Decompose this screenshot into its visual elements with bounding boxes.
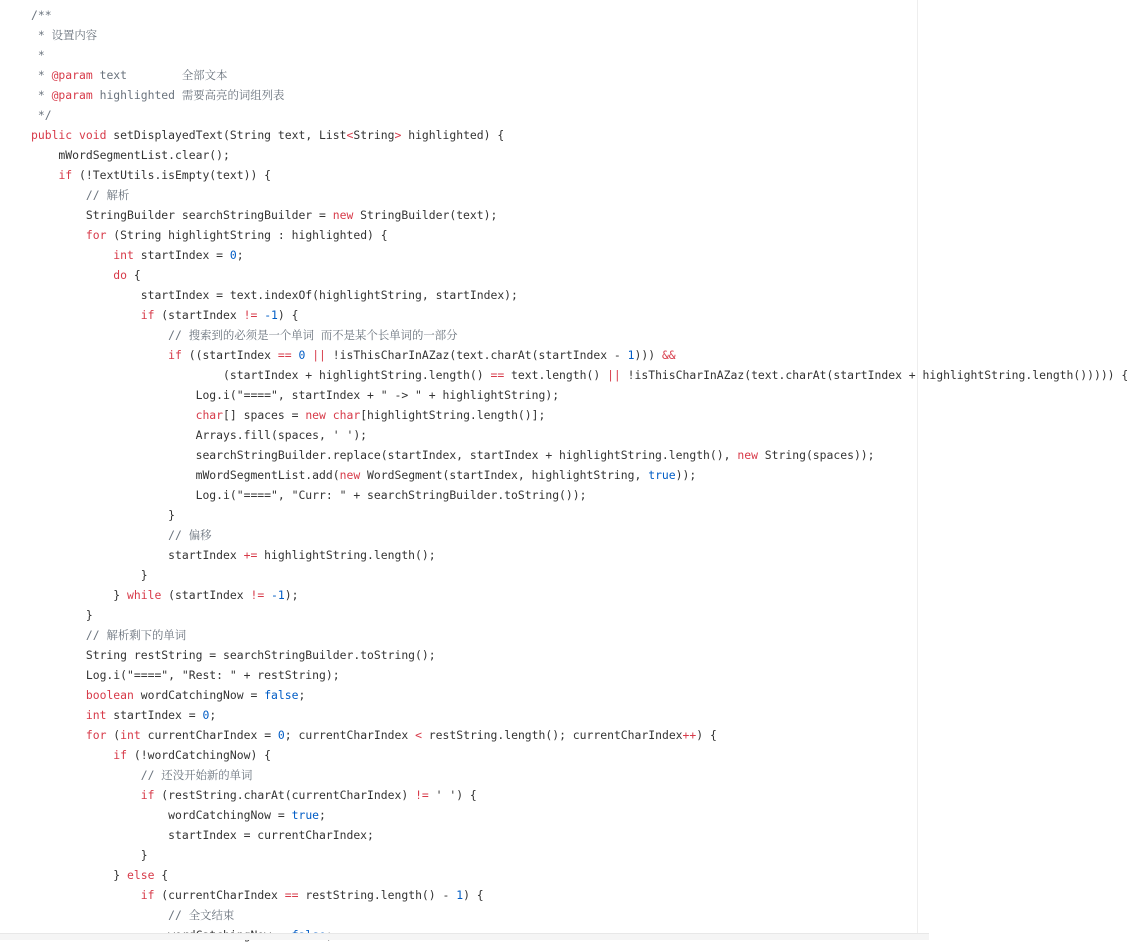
code-line: } bbox=[31, 608, 93, 622]
horizontal-scrollbar[interactable] bbox=[0, 933, 929, 940]
code-block bbox=[31, 5, 1128, 945]
code-line: // 搜索到的必须是一个单词 而不是某个长单词的一部分 bbox=[168, 328, 458, 342]
code-line: // 解析 bbox=[85, 188, 130, 202]
code-line: } else { bbox=[31, 868, 169, 882]
code-line: boolean wordCatchingNow = false; bbox=[85, 688, 306, 702]
code-line: * 设置内容 bbox=[31, 28, 98, 42]
code-line: Arrays.fill(spaces, ' '); bbox=[31, 428, 368, 442]
code-line: char[] spaces = new char[highlightString.length()]; bbox=[195, 408, 546, 422]
code-line: } bbox=[31, 568, 148, 582]
code-line: mWordSegmentList.add(new WordSegment(startIndex, highlightString, true)); bbox=[31, 468, 697, 482]
code-line: */ bbox=[31, 108, 52, 122]
code-line: startIndex = text.indexOf(highlightString, startIndex); bbox=[31, 288, 518, 302]
code-line: do { bbox=[113, 268, 141, 282]
code-line: StringBuilder searchStringBuilder = new StringBuilder(text); bbox=[31, 208, 498, 222]
code-line: for (int currentCharIndex = 0; currentCharIndex < restString.length(); currentCharIndex++) { bbox=[85, 728, 717, 742]
code-line: } bbox=[31, 848, 148, 862]
code-line: * @param highlighted 需要高亮的词组列表 bbox=[31, 88, 285, 102]
code-line: } while (startIndex != -1); bbox=[31, 588, 299, 602]
code-line: * @param text 全部文本 bbox=[31, 68, 228, 82]
code-line: if (!TextUtils.isEmpty(text)) { bbox=[58, 168, 272, 182]
code-line: String restString = searchStringBuilder.toString(); bbox=[31, 648, 436, 662]
code-line: } bbox=[31, 508, 176, 522]
code-line: Log.i("====", "Curr: " + searchStringBuilder.toString()); bbox=[31, 488, 587, 502]
code-line: // 解析剩下的单词 bbox=[85, 628, 187, 642]
code-line: // 偏移 bbox=[168, 528, 212, 542]
code-line: (startIndex + highlightString.length() == text.length() || !isThisCharInAZaz(text.charAt(startIndex + highlightString.length())))) { bbox=[31, 368, 1128, 382]
code-line: Log.i("====", startIndex + " -> " + highlightString); bbox=[31, 388, 560, 402]
code-line: if ((startIndex == 0 || !isThisCharInAZaz(text.charAt(startIndex - 1))) && bbox=[168, 348, 676, 362]
code-line: /** bbox=[31, 8, 52, 22]
code-line: // 全文结束 bbox=[168, 908, 235, 922]
code-line: * bbox=[31, 48, 45, 62]
code-line: int startIndex = 0; bbox=[113, 248, 244, 262]
code-line: public void setDisplayedText(String text, List<String> highlighted) { bbox=[31, 128, 505, 142]
code-line: searchStringBuilder.replace(startIndex, startIndex + highlightString.length(), new String(spaces)); bbox=[31, 448, 875, 462]
code-line: for (String highlightString : highlighted) { bbox=[85, 228, 388, 242]
code-line: if (startIndex != -1) { bbox=[140, 308, 299, 322]
code-line: startIndex += highlightString.length(); bbox=[31, 548, 436, 562]
code-line: Log.i("====", "Rest: " + restString); bbox=[31, 668, 340, 682]
code-line: startIndex = currentCharIndex; bbox=[31, 828, 374, 842]
code-line: int startIndex = 0; bbox=[85, 708, 217, 722]
code-line: wordCatchingNow = true; bbox=[31, 808, 326, 822]
code-line: if (restString.charAt(currentCharIndex) != ' ') { bbox=[140, 788, 477, 802]
code-line: mWordSegmentList.clear(); bbox=[31, 148, 230, 162]
code-line: // 还没开始新的单词 bbox=[140, 768, 253, 782]
code-line: if (!wordCatchingNow) { bbox=[113, 748, 272, 762]
code-line: if (currentCharIndex == restString.length() - 1) { bbox=[140, 888, 484, 902]
